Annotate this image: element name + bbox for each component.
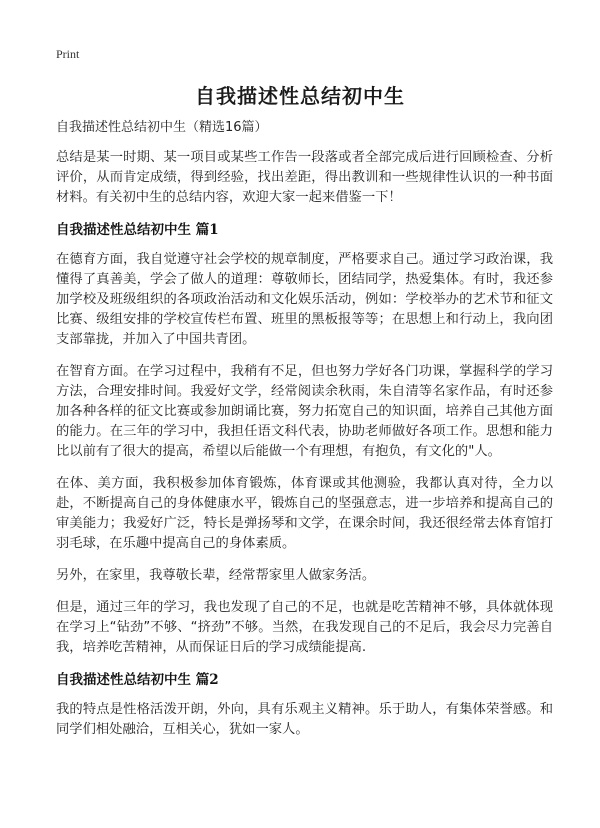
page-title: 自我描述性总结初中生 [195, 84, 405, 108]
section-heading-2: 自我描述性总结初中生 篇2 [56, 672, 219, 688]
document-body [56, 118, 553, 752]
print-link[interactable]: Print [56, 47, 80, 61]
section-1-paragraph-4: 另外，在家里，我尊敬长辈，经常帮家里人做家务活。 [56, 568, 376, 583]
document-subtitle: 自我描述性总结初中生（精选16篇） [56, 120, 268, 135]
section-1-paragraph-3: 在体、美方面，我积极参加体育锻炼，体育课或其他测验，我都认真对待，全力以赴，不断提高自己的身体健康水平，锻炼自己的坚强意志，进一步培养和提高自己的审美能力；我爱好广泛，特长是弹扬琴和文学，在课余时间，我还很经常去体育馆打羽毛球，在乐趣中提高自己的身体素质。 [56, 476, 553, 551]
section-1-paragraph-2: 在智育方面。在学习过程中，我稍有不足，但也努力学好各门功课，掌握科学的学习方法，合理安排时间。我爱好文学，经常阅读余秋雨，朱自清等名家作品，有时还参加各种各样的征文比赛或参加朗诵比赛，努力拓宽自己的知识面，培养自己其他方面的能力。在三年的学习中，我担任语文科代表，协助老师做好各项工作。思想和能力比以前有了很大的提高，希望以后能做一个有理想，有抱负，有文化的"人。 [56, 364, 553, 459]
section-heading-1: 自我描述性总结初中生 篇1 [56, 222, 219, 238]
section-2-paragraph-1: 我的特点是性格活泼开朗，外向，具有乐观主义精神。乐于助人，有集体荣誉感。和同学们相处融洽，互相关心，犹如一家人。 [56, 702, 553, 737]
section-1-paragraph-5: 但是，通过三年的学习，我也发现了自己的不足，也就是吃苦精神不够，具体就体现在学习上“钻劲”不够、“挤劲”不够。当然，在我发现自己的不足后，我会尽力完善自我，培养吃苦精神，从而保证日后的学习成绩能提高. [56, 600, 553, 655]
section-1-paragraph-1: 在德育方面，我自觉遵守社会学校的规章制度，严格要求自己。通过学习政治课，我懂得了真善美，学会了做人的道理：尊敬师长，团结同学，热爱集体。有时，我还参加学校及班级组织的各项政治活动和文化娱乐活动，例如：学校举办的艺术节和征文比赛、级组安排的学校宣传栏布置、班里的黑板报等等；在思想上和行动上，我向团支部靠拢，并加入了中国共青团。 [56, 252, 553, 347]
intro-paragraph: 总结是某一时期、某一项目或某些工作告一段落或者全部完成后进行回顾检查、分析评价，从而肯定成绩，得到经验，找出差距，得出教训和一些规律性认识的一种书面材料。有关初中生的总结内容，欢迎大家一起来借鉴一下！ [56, 150, 553, 205]
